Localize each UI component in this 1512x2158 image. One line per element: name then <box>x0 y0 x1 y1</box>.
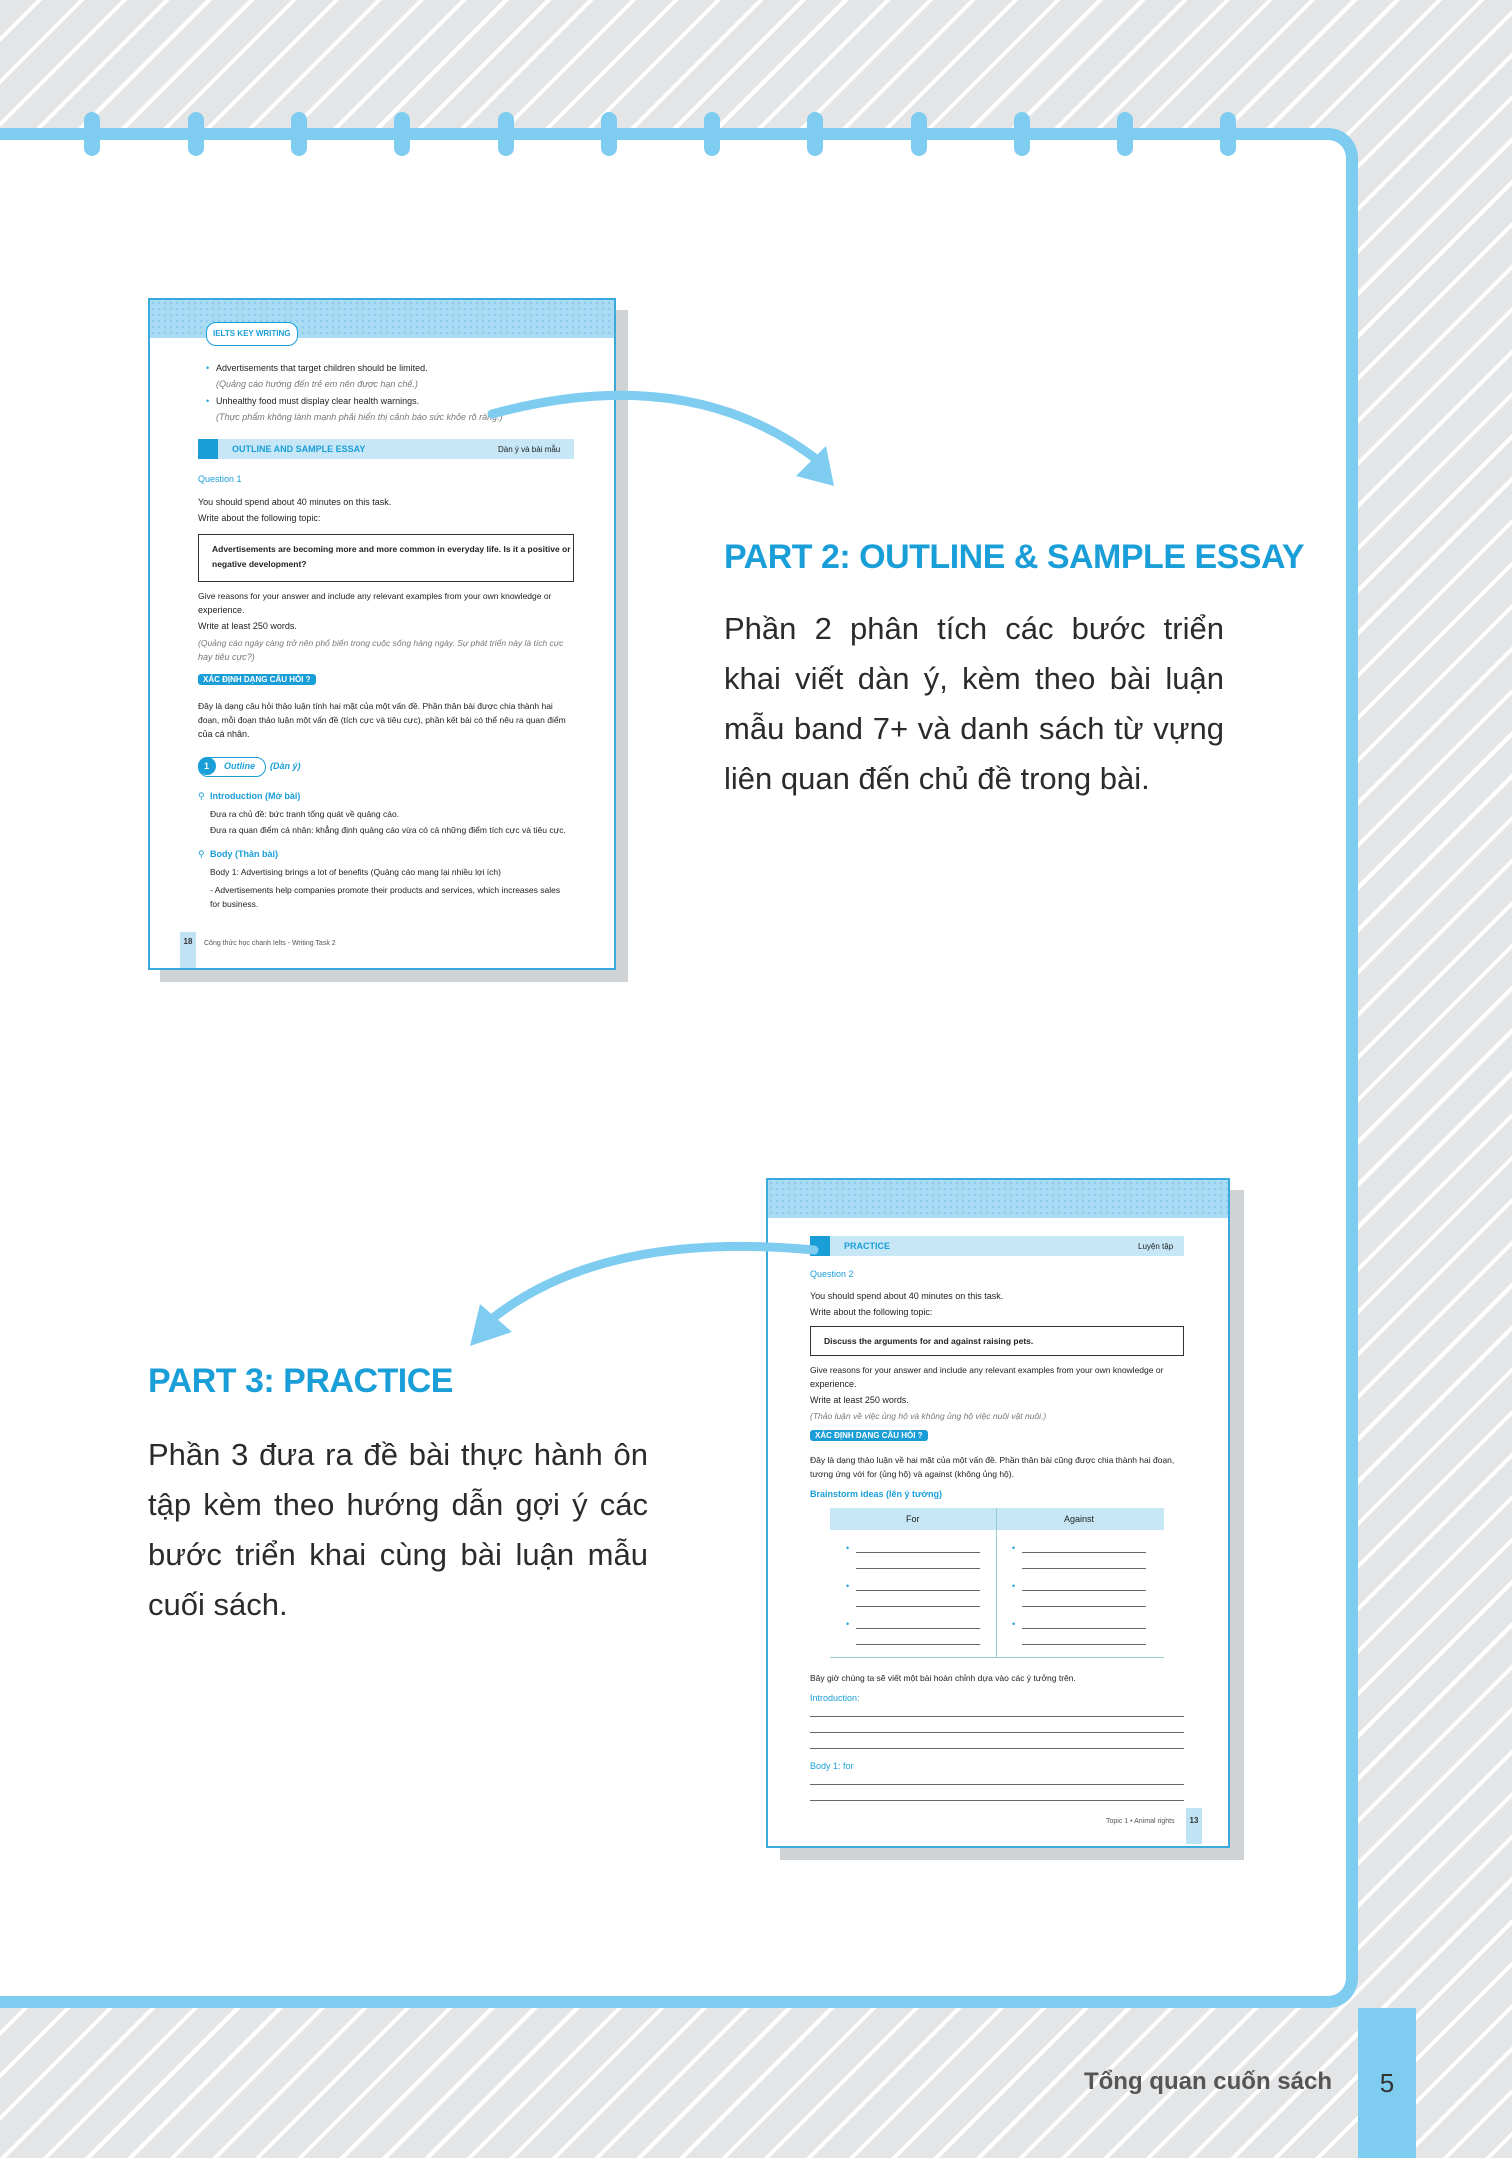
bullet-dot: • <box>1012 1619 1016 1629</box>
description-text: của cá nhân. <box>198 729 250 739</box>
part3-description: Phần 3 đưa ra đề bài thực hành ôn tập kèm theo hướng dẫn gợi ý các bước triển khai cùng bài luận mẫu cuối sách. <box>148 1437 648 1622</box>
column-header-for: For <box>906 1514 920 1524</box>
introduction-point: Đưa ra chủ đề: bức tranh tổng quát về quảng cáo. <box>210 809 400 819</box>
topic-text: Advertisements are becoming more and more common in everyday life. Is it a positive or <box>212 544 571 554</box>
step-number: 1 <box>204 761 210 771</box>
bullet-dot: • <box>846 1581 850 1591</box>
header-tag-label: IELTS KEY WRITING <box>213 329 291 338</box>
footer-page-number: 5 <box>1379 2068 1395 2098</box>
instruction-text: Give reasons for your answer and include any relevant examples from your own knowledge or <box>198 591 552 601</box>
part2-description: Phần 2 phân tích các bước triển khai viết dàn ý, kèm theo bài luận mẫu band 7+ và danh sách từ vựng liên quan đến chủ đề trong bài. <box>724 611 1224 796</box>
bullet-dot: • <box>1012 1543 1016 1553</box>
identify-question-tag: XÁC ĐỊNH DẠNG CÂU HỎI ? <box>810 1430 928 1441</box>
description-text: Đây là dạng câu hỏi thảo luận tính hai mặt của một vấn đề. Phần thân bài được chia thành hai <box>198 701 553 711</box>
page-number: 13 <box>1189 1816 1199 1825</box>
step-translation: (Dàn ý) <box>270 761 301 771</box>
body-label: Body 1: for <box>810 1761 854 1771</box>
arrow-to-part3 <box>488 1246 814 1322</box>
word-count-text: Write at least 250 words. <box>810 1395 909 1405</box>
location-pin-icon: ⚲ <box>198 849 205 859</box>
question-label: Question 1 <box>198 474 242 484</box>
section-subtitle: Dàn ý và bài mẫu <box>498 445 561 454</box>
section-title: OUTLINE AND SAMPLE ESSAY <box>232 444 366 454</box>
page-footer: Topic 1 • Animal rights <box>1106 1818 1175 1825</box>
bullet-dot: • <box>206 363 210 373</box>
body-point: for business. <box>210 899 259 909</box>
part3-title: PART 3: PRACTICE <box>148 1362 453 1400</box>
bullet-translation: (Quảng cáo hướng đến trẻ em nên được hạn chế.) <box>216 379 418 389</box>
identify-question-tag: XÁC ĐỊNH DẠNG CÂU HỎI ? <box>198 674 316 685</box>
introduction-heading: Introduction (Mở bài) <box>210 791 301 801</box>
translation-text: hay tiêu cực?) <box>198 652 255 662</box>
bullet-dot: • <box>846 1619 850 1629</box>
location-pin-icon: ⚲ <box>198 791 205 801</box>
body-point: - Advertisements help companies promote their products and services, which increases sales <box>210 885 561 895</box>
instruction-text: Give reasons for your answer and include any relevant examples from your own knowledge or <box>810 1365 1164 1375</box>
arrow-to-part2 <box>492 395 820 462</box>
instruction-text: Bây giờ chúng ta sẽ viết một bài hoàn chỉnh dựa vào các ý tưởng trên. <box>810 1673 1076 1683</box>
page-footer: Công thức học chanh Ielts - Writing Task 2 <box>204 940 336 947</box>
section-title: PRACTICE <box>844 1241 891 1251</box>
word-count-text: Write at least 250 words. <box>198 621 297 631</box>
bullet-text: Unhealthy food must display clear health warnings. <box>216 396 420 406</box>
introduction-point: Đưa ra quan điểm cá nhân: khẳng định quảng cáo vừa có cả những điểm tích cực và tiêu cực. <box>210 825 566 835</box>
bullet-dot: • <box>1012 1581 1016 1591</box>
topic-text: negative development? <box>212 559 307 569</box>
instruction-text: experience. <box>810 1379 857 1389</box>
topic-text: Discuss the arguments for and against raising pets. <box>824 1336 1034 1346</box>
column-header-against: Against <box>1064 1514 1095 1524</box>
section-subtitle: Luyện tập <box>1138 1242 1174 1251</box>
bullet-dot: • <box>846 1543 850 1553</box>
description-text: Đây là dạng thảo luận về hai mặt của một vấn đề. Phần thân bài cũng được chia thành hai đoạn, <box>810 1455 1175 1465</box>
description-text: đoạn, mỗi đoạn thảo luận một vấn đề (tích cực và tiêu cực), phần kết bài có thể nêu ra quan điểm <box>198 715 566 725</box>
bullet-translation: (Thực phẩm không lành mạnh phải hiển thị cảnh báo sức khỏe rõ ràng.) <box>216 412 503 422</box>
translation-text: (Quảng cáo ngày càng trở nên phổ biến trong cuộc sống hàng ngày. Sự phát triển này là tích cực <box>198 638 564 648</box>
translation-text: (Thảo luận về việc ủng hộ và không ủng hộ việc nuôi vật nuôi.) <box>810 1411 1047 1421</box>
instruction-text: You should spend about 40 minutes on this task. <box>198 497 392 507</box>
introduction-label: Introduction: <box>810 1693 860 1703</box>
brainstorm-heading: Brainstorm ideas (lên ý tưởng) <box>810 1489 942 1499</box>
part2-title: PART 2: OUTLINE & SAMPLE ESSAY <box>724 538 1305 576</box>
instruction-text: You should spend about 40 minutes on this task. <box>810 1291 1004 1301</box>
bullet-dot: • <box>206 396 210 406</box>
instruction-text: Write about the following topic: <box>810 1307 933 1317</box>
footer-section-title: Tổng quan cuốn sách <box>1083 2068 1332 2095</box>
question-label: Question 2 <box>810 1269 854 1279</box>
footer-page-tab <box>1358 2008 1416 2158</box>
description-text: tương ứng với for (ủng hộ) và against (không ủng hộ). <box>810 1469 1014 1479</box>
page-number: 18 <box>183 937 193 946</box>
instruction-text: experience. <box>198 605 245 615</box>
step-label: Outline <box>224 761 255 771</box>
body-heading: Body (Thân bài) <box>210 849 278 859</box>
bullet-text: Advertisements that target children should be limited. <box>216 363 428 373</box>
body-point: Body 1: Advertising brings a lot of benefits (Quảng cáo mang lại nhiều lợi ích) <box>210 867 501 877</box>
instruction-text: Write about the following topic: <box>198 513 321 523</box>
